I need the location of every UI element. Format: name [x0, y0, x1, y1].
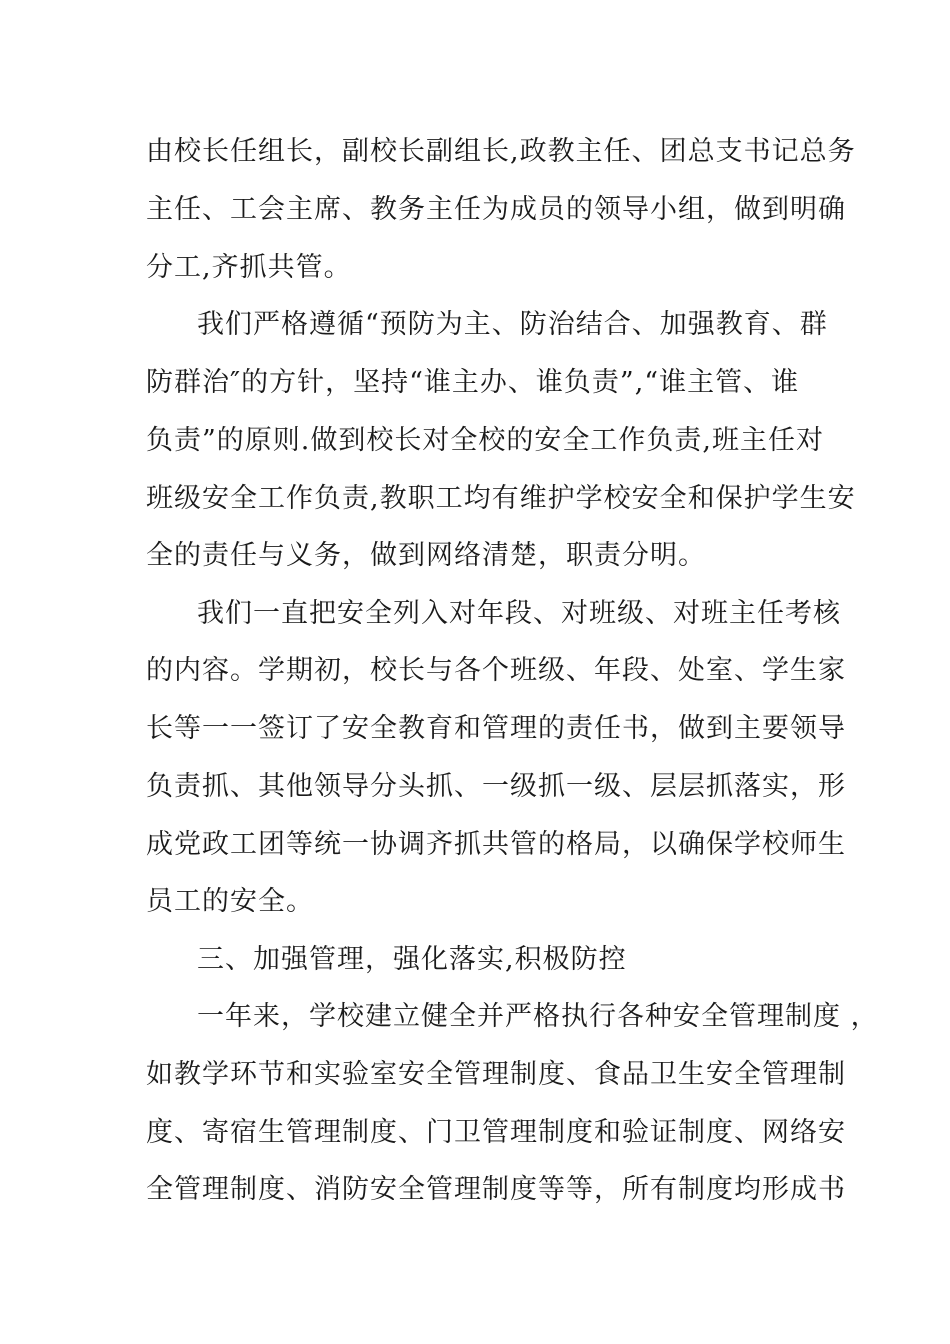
text-line: 度、寄宿生管理制度、门卫管理制度和验证制度、网络安: [146, 1117, 846, 1148]
text-line: 全的责任与义务，做到网络清楚，职责分明。: [146, 540, 706, 571]
text-line: 班级安全工作负责,教职工均有维护学校安全和保护学生安: [146, 483, 856, 514]
text-line: 防群治″的方针，坚持“谁主办、谁负责”,“谁主管、谁: [146, 367, 800, 398]
text-line: 负责”的原则.做到校长对全校的安全工作负责,班主任对: [146, 425, 824, 456]
text-line: 负责抓、其他领导分头抓、一级抓一级、层层抓落实，形: [146, 771, 846, 802]
paragraph-first-line: 我们严格遵循“预防为主、防治结合、加强教育、群: [197, 309, 828, 340]
text-line: 如教学环节和实验室安全管理制度、食品卫生安全管理制: [146, 1059, 846, 1090]
text-line: 全管理制度、消防安全管理制度等等，所有制度均形成书: [146, 1174, 846, 1205]
section-heading: 三、加强管理，强化落实,积极防控: [197, 944, 627, 975]
text-line: 分工,齐抓共管。: [146, 252, 352, 283]
text-line: 由校长任组长，副校长副组长,政教主任、团总支书记总务: [146, 136, 856, 167]
paragraph-first-line: 一年来，学校建立健全并严格执行各种安全管理制度 ，: [197, 1001, 879, 1032]
text-line: 主任、工会主席、教务主任为成员的领导小组，做到明确: [146, 194, 846, 225]
text-line: 长等一一签订了安全教育和管理的责任书，做到主要领导: [146, 713, 846, 744]
text-line: 员工的安全。: [146, 886, 314, 917]
text-line: 的内容。学期初，校长与各个班级、年段、处室、学生家: [146, 655, 846, 686]
text-line: 成党政工团等统一协调齐抓共管的格局，以确保学校师生: [146, 829, 846, 860]
paragraph-first-line: 我们一直把安全列入对年段、对班级、对班主任考核: [197, 598, 841, 629]
